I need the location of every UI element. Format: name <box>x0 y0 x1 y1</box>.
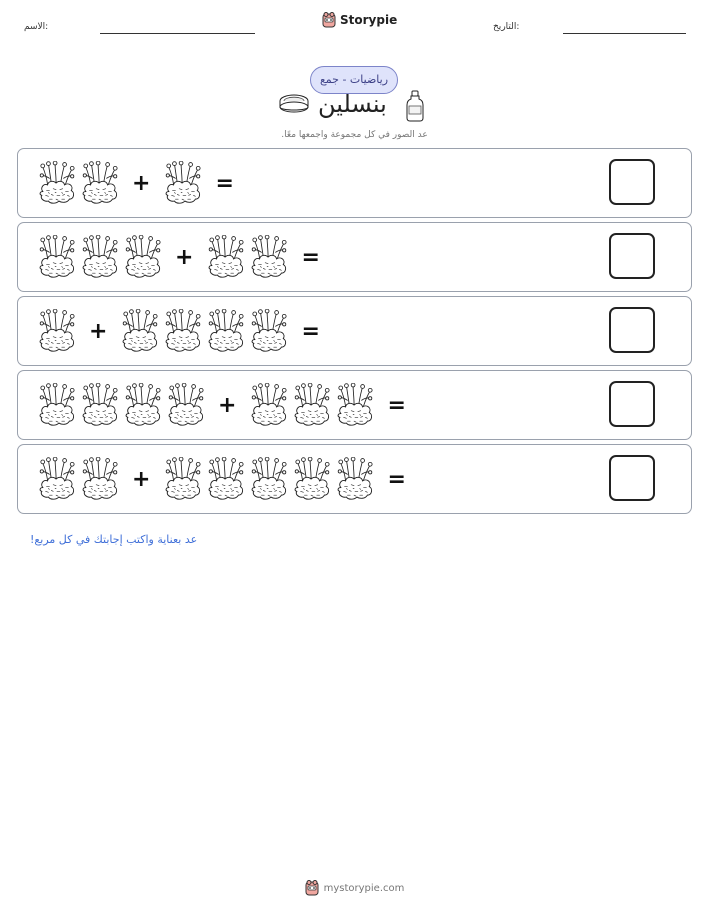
footer <box>0 880 709 896</box>
answer-box[interactable] <box>609 455 655 501</box>
penicillin-mold-icon <box>38 235 76 279</box>
penicillin-mold-icon <box>38 383 76 427</box>
equation <box>18 223 334 291</box>
penicillin-mold-icon <box>124 235 162 279</box>
equals-sign: = <box>215 170 234 196</box>
right-group <box>250 383 379 427</box>
penicillin-mold-icon <box>336 457 374 501</box>
answer-box[interactable] <box>609 233 655 279</box>
penicillin-mold-icon <box>164 161 202 205</box>
storypie-logo <box>322 12 397 28</box>
right-group <box>207 235 293 279</box>
petri-dish-icon <box>278 92 310 118</box>
plus-sign: + <box>89 318 108 344</box>
penicillin-mold-icon <box>250 457 288 501</box>
penicillin-mold-icon <box>38 457 76 501</box>
penicillin-mold-icon <box>121 309 159 353</box>
penicillin-mold-icon <box>207 309 245 353</box>
right-group <box>164 161 207 205</box>
plus-sign: + <box>175 244 194 270</box>
equation <box>18 371 420 439</box>
left-group <box>38 161 124 205</box>
equals-sign: = <box>301 318 320 344</box>
name-label: الاسم: <box>24 22 49 32</box>
worksheet-header <box>0 0 709 60</box>
left-group <box>38 309 81 353</box>
equation <box>18 445 420 513</box>
problem-row <box>17 296 692 366</box>
left-group <box>38 457 124 501</box>
right-group <box>164 457 379 501</box>
answer-box[interactable] <box>609 159 655 205</box>
penicillin-mold-icon <box>336 383 374 427</box>
equation <box>18 149 248 217</box>
footer-url: mystorypie.com <box>323 882 405 894</box>
worksheet-subtitle: عد الصور في كل مجموعة واجمعها معًا. <box>281 130 428 140</box>
penicillin-mold-icon <box>81 457 119 501</box>
left-group <box>38 235 167 279</box>
problem-row <box>17 370 692 440</box>
plus-sign: + <box>132 466 151 492</box>
right-group <box>121 309 293 353</box>
problem-row <box>17 444 692 514</box>
penicillin-mold-icon <box>207 235 245 279</box>
storypie-mascot-icon <box>322 12 336 28</box>
answer-box[interactable] <box>609 381 655 427</box>
plus-sign: + <box>218 392 237 418</box>
equals-sign: = <box>301 244 320 270</box>
name-field[interactable] <box>100 33 255 34</box>
date-field[interactable] <box>563 33 686 34</box>
left-group <box>38 383 210 427</box>
penicillin-mold-icon <box>81 383 119 427</box>
storypie-mascot-icon <box>305 880 319 896</box>
penicillin-mold-icon <box>164 457 202 501</box>
worksheet-title: بنسلين <box>318 90 387 118</box>
title-row <box>270 90 440 126</box>
medicine-bottle-icon <box>406 90 424 122</box>
penicillin-mold-icon <box>38 161 76 205</box>
penicillin-mold-icon <box>250 309 288 353</box>
penicillin-mold-icon <box>38 309 76 353</box>
penicillin-mold-icon <box>167 383 205 427</box>
equals-sign: = <box>387 466 406 492</box>
equation <box>18 297 334 365</box>
answer-box[interactable] <box>609 307 655 353</box>
date-label: التاريخ: <box>493 22 520 32</box>
problem-row <box>17 222 692 292</box>
brand-name: Storypie <box>340 13 398 27</box>
equals-sign: = <box>387 392 406 418</box>
penicillin-mold-icon <box>293 383 331 427</box>
plus-sign: + <box>132 170 151 196</box>
penicillin-mold-icon <box>164 309 202 353</box>
instruction-text: عد بعناية واكتب إجابتك في كل مربع! <box>30 533 198 546</box>
penicillin-mold-icon <box>250 383 288 427</box>
problem-row <box>17 148 692 218</box>
penicillin-mold-icon <box>81 235 119 279</box>
penicillin-mold-icon <box>81 161 119 205</box>
penicillin-mold-icon <box>250 235 288 279</box>
penicillin-mold-icon <box>207 457 245 501</box>
subject-badge: رياضيات - جمع <box>310 66 398 94</box>
penicillin-mold-icon <box>124 383 162 427</box>
penicillin-mold-icon <box>293 457 331 501</box>
